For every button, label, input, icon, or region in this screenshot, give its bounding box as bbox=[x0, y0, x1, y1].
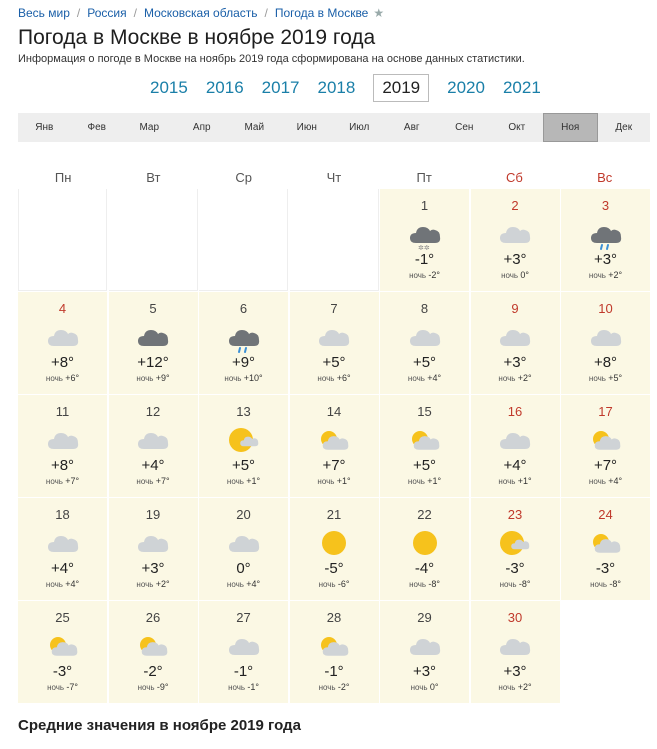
page-title: Погода в Москве в ноябре 2019 года bbox=[18, 26, 376, 49]
day-cell-17[interactable] bbox=[561, 395, 650, 497]
month-tab-6[interactable]: Июн bbox=[296, 122, 317, 133]
night-value: +1° bbox=[336, 476, 351, 486]
night-label: ночь bbox=[409, 271, 427, 280]
breadcrumb-moscow-region[interactable]: Московская область bbox=[143, 6, 258, 20]
night-label: ночь bbox=[318, 683, 336, 692]
month-tab-1[interactable]: Янв bbox=[35, 122, 54, 133]
day-cell-15[interactable] bbox=[380, 395, 469, 497]
day-temperature: -3° bbox=[52, 663, 73, 680]
year-2016[interactable]: 2016 bbox=[205, 78, 244, 97]
night-label: ночь bbox=[45, 580, 63, 589]
cloud-icon bbox=[498, 633, 532, 659]
night-label: ночь bbox=[588, 477, 606, 486]
day-temperature: +4° bbox=[503, 457, 527, 474]
cloud-icon bbox=[408, 633, 442, 659]
night-value: +2° bbox=[155, 579, 170, 589]
night-temperature bbox=[18, 476, 107, 486]
night-temperature bbox=[380, 682, 469, 692]
night-value: +10° bbox=[243, 373, 263, 383]
year-2017[interactable]: 2017 bbox=[261, 78, 300, 97]
day-temperature: +8° bbox=[593, 354, 618, 371]
day-cell-6[interactable] bbox=[199, 292, 288, 394]
night-temperature bbox=[199, 682, 288, 692]
svg-text:✲✲: ✲✲ bbox=[417, 244, 430, 251]
night-label: ночь bbox=[318, 580, 336, 589]
night-value: +9° bbox=[155, 373, 170, 383]
night-temperature bbox=[471, 270, 560, 280]
sun-cloud-big-icon bbox=[227, 427, 261, 453]
breadcrumb-separator: / bbox=[76, 6, 81, 20]
cloud-icon bbox=[589, 324, 623, 350]
month-selector bbox=[18, 113, 650, 142]
day-number: 6 bbox=[239, 301, 248, 316]
day-number: 15 bbox=[417, 404, 432, 419]
night-label: ночь bbox=[409, 580, 427, 589]
night-value: -8° bbox=[609, 579, 621, 589]
month-tab-4[interactable]: Апр bbox=[192, 122, 211, 133]
day-temperature: +5° bbox=[322, 354, 346, 371]
night-temperature bbox=[199, 476, 288, 486]
day-temperature: +3° bbox=[503, 251, 527, 268]
cloud-icon bbox=[498, 324, 532, 350]
night-label: ночь bbox=[226, 580, 244, 589]
day-number: 20 bbox=[236, 507, 251, 522]
day-number: 22 bbox=[417, 507, 432, 522]
day-temperature: -3° bbox=[595, 560, 616, 577]
cloud-rain-icon bbox=[227, 324, 261, 350]
day-cell-26[interactable] bbox=[109, 601, 198, 703]
cloud-snow-icon bbox=[408, 221, 442, 251]
sun-cloud-icon bbox=[317, 633, 351, 659]
day-temperature: 0° bbox=[236, 560, 251, 577]
night-label: ночь bbox=[407, 374, 425, 383]
night-label: ночь bbox=[224, 374, 242, 383]
night-value: +4° bbox=[608, 476, 623, 486]
breadcrumb-russia[interactable]: Россия bbox=[87, 6, 127, 20]
day-temperature: -2° bbox=[143, 663, 163, 680]
day-cell-29[interactable] bbox=[380, 601, 469, 703]
night-temperature bbox=[109, 579, 198, 589]
day-cell-7[interactable] bbox=[290, 292, 379, 394]
year-2020[interactable]: 2020 bbox=[447, 78, 485, 97]
day-temperature: -5° bbox=[324, 560, 344, 577]
night-temperature bbox=[380, 270, 469, 280]
day-cell-20[interactable] bbox=[199, 498, 288, 600]
night-temperature bbox=[471, 476, 560, 486]
month-tab-9[interactable]: Сен bbox=[455, 122, 474, 133]
month-tab-7[interactable]: Июл bbox=[349, 122, 370, 133]
weekday-label: Вс bbox=[597, 170, 613, 185]
day-cell-16[interactable] bbox=[471, 395, 560, 497]
night-label: ночь bbox=[317, 477, 335, 486]
night-value: +6° bbox=[65, 373, 80, 383]
calendar-empty-cell bbox=[290, 189, 379, 291]
day-temperature: +5° bbox=[412, 457, 437, 474]
night-value: -9° bbox=[156, 682, 169, 692]
month-tab-3[interactable]: Мар bbox=[139, 122, 160, 133]
day-cell-30[interactable] bbox=[471, 601, 560, 703]
day-number: 7 bbox=[330, 301, 338, 316]
year-selector bbox=[150, 74, 559, 102]
day-number: 8 bbox=[420, 301, 429, 316]
day-cell-5[interactable] bbox=[109, 292, 198, 394]
night-value: +2° bbox=[608, 270, 623, 280]
night-temperature bbox=[561, 579, 650, 589]
night-value: -8° bbox=[518, 579, 531, 589]
night-temperature bbox=[18, 579, 107, 589]
sun-cloud-icon bbox=[317, 427, 351, 453]
month-tab-11[interactable]: Ноя bbox=[543, 113, 598, 142]
night-value: +6° bbox=[336, 373, 351, 383]
year-2018[interactable]: 2018 bbox=[317, 78, 356, 97]
day-number: 25 bbox=[55, 610, 70, 625]
day-temperature: +3° bbox=[593, 251, 618, 268]
night-label: ночь bbox=[136, 580, 154, 589]
sun-cloud-icon bbox=[46, 633, 80, 659]
sun-icon bbox=[317, 530, 351, 556]
night-value: -6° bbox=[337, 579, 350, 589]
day-temperature: -1° bbox=[324, 663, 344, 680]
night-temperature bbox=[109, 476, 198, 486]
night-value: +2° bbox=[517, 682, 532, 692]
day-number: 12 bbox=[145, 404, 161, 419]
night-temperature bbox=[199, 373, 288, 383]
night-value: +1° bbox=[246, 476, 261, 486]
night-label: ночь bbox=[590, 580, 608, 589]
cloud-icon bbox=[46, 530, 80, 556]
day-number: 1 bbox=[420, 198, 429, 213]
day-cell-12[interactable] bbox=[109, 395, 198, 497]
night-temperature bbox=[471, 579, 560, 589]
day-cell-24[interactable] bbox=[561, 498, 650, 600]
day-cell-23[interactable] bbox=[471, 498, 560, 600]
night-label: ночь bbox=[498, 477, 516, 486]
breadcrumb-world[interactable]: Весь мир bbox=[18, 6, 70, 20]
night-label: ночь bbox=[45, 374, 63, 383]
day-temperature: +7° bbox=[322, 457, 346, 474]
cloud-rain-icon bbox=[589, 221, 623, 247]
cloud-icon bbox=[408, 324, 442, 350]
night-label: ночь bbox=[588, 374, 606, 383]
year-2019[interactable]: 2019 bbox=[373, 74, 429, 102]
sun-icon bbox=[408, 530, 442, 556]
night-label: ночь bbox=[498, 683, 516, 692]
day-temperature: -3° bbox=[505, 560, 525, 577]
night-temperature bbox=[561, 476, 650, 486]
day-number: 30 bbox=[507, 610, 523, 625]
night-value: +1° bbox=[427, 476, 442, 486]
year-2021[interactable]: 2021 bbox=[502, 78, 541, 97]
cloud-icon bbox=[498, 427, 532, 453]
day-cell-25[interactable] bbox=[18, 601, 107, 703]
night-label: ночь bbox=[136, 374, 154, 383]
night-temperature bbox=[380, 373, 469, 383]
day-cell-27[interactable] bbox=[199, 601, 288, 703]
day-cell-21[interactable] bbox=[290, 498, 379, 600]
sun-cloud-big-icon bbox=[498, 530, 532, 556]
night-label: ночь bbox=[410, 683, 428, 692]
day-cell-1[interactable] bbox=[380, 189, 469, 291]
day-cell-11[interactable] bbox=[18, 395, 107, 497]
night-label: ночь bbox=[136, 477, 154, 486]
day-number: 18 bbox=[55, 507, 70, 522]
night-value: +1° bbox=[517, 476, 532, 486]
night-temperature bbox=[290, 373, 379, 383]
night-value: -2° bbox=[428, 270, 440, 280]
sun-cloud-icon bbox=[589, 427, 623, 453]
sun-cloud-icon bbox=[589, 530, 623, 556]
night-label: ночь bbox=[498, 374, 516, 383]
day-number: 4 bbox=[58, 301, 67, 316]
night-value: +2° bbox=[517, 373, 532, 383]
weekday-label: Ср bbox=[235, 170, 252, 185]
day-temperature: +3° bbox=[503, 663, 527, 680]
dark-cloud-icon bbox=[136, 324, 170, 350]
night-temperature bbox=[109, 373, 198, 383]
night-temperature bbox=[471, 682, 560, 692]
night-value: -7° bbox=[66, 682, 78, 692]
weekday-label: Вт bbox=[146, 170, 161, 185]
night-value: +7° bbox=[65, 476, 80, 486]
day-cell-14[interactable] bbox=[290, 395, 379, 497]
day-number: 23 bbox=[507, 507, 523, 522]
day-cell-19[interactable] bbox=[109, 498, 198, 600]
day-cell-10[interactable] bbox=[561, 292, 650, 394]
year-2015[interactable]: 2015 bbox=[150, 78, 188, 97]
night-label: ночь bbox=[317, 374, 335, 383]
favorite-star-icon[interactable]: ★ bbox=[373, 6, 385, 20]
month-tab-2[interactable]: Фев bbox=[87, 122, 106, 133]
day-number: 9 bbox=[511, 301, 519, 316]
day-number: 21 bbox=[326, 507, 342, 522]
night-temperature bbox=[290, 579, 379, 589]
night-value: 0° bbox=[429, 682, 439, 692]
night-label: ночь bbox=[47, 683, 65, 692]
day-number: 19 bbox=[145, 507, 161, 522]
day-number: 28 bbox=[326, 610, 342, 625]
night-label: ночь bbox=[501, 271, 519, 280]
day-temperature: +7° bbox=[593, 457, 618, 474]
day-temperature: +3° bbox=[141, 560, 165, 577]
cloud-icon bbox=[46, 324, 80, 350]
night-label: ночь bbox=[407, 477, 425, 486]
day-number: 26 bbox=[145, 610, 161, 625]
night-label: ночь bbox=[45, 477, 63, 486]
day-number: 27 bbox=[236, 610, 251, 625]
day-number: 2 bbox=[511, 198, 519, 213]
night-temperature bbox=[561, 270, 650, 280]
night-label: ночь bbox=[588, 271, 606, 280]
day-cell-8[interactable] bbox=[380, 292, 469, 394]
night-label: ночь bbox=[137, 683, 155, 692]
day-temperature: -1° bbox=[414, 251, 435, 268]
sun-cloud-icon bbox=[408, 427, 442, 453]
day-number: 3 bbox=[601, 198, 610, 213]
sun-cloud-icon bbox=[136, 633, 170, 659]
day-number: 11 bbox=[55, 404, 70, 419]
cloud-icon bbox=[136, 530, 170, 556]
breadcrumb-separator: / bbox=[133, 6, 137, 20]
night-temperature bbox=[290, 476, 379, 486]
night-temperature bbox=[199, 579, 288, 589]
weekday-label: Пн bbox=[54, 170, 72, 185]
night-label: ночь bbox=[226, 477, 244, 486]
night-temperature bbox=[290, 682, 379, 692]
page-subtitle: Информация о погоде в Москве на ноябрь 2019 года сформирована на основе данных статистики. bbox=[18, 53, 525, 65]
day-cell-18[interactable] bbox=[18, 498, 107, 600]
calendar-empty-cell bbox=[18, 189, 107, 291]
month-tab-12[interactable]: Дек bbox=[615, 122, 633, 133]
breadcrumb bbox=[18, 6, 384, 20]
day-number: 29 bbox=[417, 610, 432, 625]
night-value: +5° bbox=[608, 373, 623, 383]
day-number: 17 bbox=[598, 404, 613, 419]
day-cell-28[interactable] bbox=[290, 601, 379, 703]
day-number: 13 bbox=[236, 404, 251, 419]
night-label: ночь bbox=[499, 580, 517, 589]
weekday-label: Пт bbox=[416, 170, 432, 185]
weekday-label: Сб bbox=[506, 170, 523, 185]
night-value: -1° bbox=[247, 682, 259, 692]
cloud-icon bbox=[227, 633, 261, 659]
night-value: +4° bbox=[65, 579, 80, 589]
night-temperature bbox=[471, 373, 560, 383]
day-temperature: +9° bbox=[231, 354, 256, 371]
day-cell-2[interactable] bbox=[471, 189, 560, 291]
day-number: 14 bbox=[326, 404, 342, 419]
day-temperature: +5° bbox=[231, 457, 256, 474]
day-temperature: +8° bbox=[50, 354, 75, 371]
day-temperature: +3° bbox=[412, 663, 437, 680]
day-cell-3[interactable] bbox=[561, 189, 650, 291]
month-tab-10[interactable]: Окт bbox=[508, 122, 526, 133]
month-tab-5[interactable]: Май bbox=[244, 122, 265, 133]
night-label: ночь bbox=[228, 683, 246, 692]
night-value: 0° bbox=[520, 270, 529, 280]
day-temperature: +3° bbox=[503, 354, 527, 371]
night-value: -8° bbox=[428, 579, 440, 589]
night-value: -2° bbox=[337, 682, 350, 692]
day-cell-4[interactable] bbox=[18, 292, 107, 394]
weather-calendar bbox=[18, 189, 650, 703]
weekday-label: Чт bbox=[326, 170, 342, 185]
day-temperature: +8° bbox=[50, 457, 75, 474]
calendar-empty-cell bbox=[199, 189, 288, 291]
cloud-icon bbox=[46, 427, 80, 453]
night-temperature bbox=[380, 579, 469, 589]
cloud-icon bbox=[227, 530, 261, 556]
breadcrumb-separator: / bbox=[264, 6, 268, 20]
day-number: 10 bbox=[598, 301, 613, 316]
day-number: 16 bbox=[507, 404, 523, 419]
night-value: +4° bbox=[427, 373, 442, 383]
day-temperature: +12° bbox=[137, 354, 169, 371]
day-temperature: +4° bbox=[141, 457, 165, 474]
day-cell-22[interactable] bbox=[380, 498, 469, 600]
day-temperature: +5° bbox=[412, 354, 437, 371]
cloud-icon bbox=[317, 324, 351, 350]
day-cell-9[interactable] bbox=[471, 292, 560, 394]
breadcrumb-moscow-weather[interactable]: Погода в Москве bbox=[274, 6, 369, 20]
weekday-header bbox=[18, 170, 650, 185]
night-value: +4° bbox=[246, 579, 261, 589]
night-temperature bbox=[561, 373, 650, 383]
day-temperature: -1° bbox=[233, 663, 254, 680]
cloud-icon bbox=[498, 221, 532, 247]
averages-title: Средние значения в ноябре 2019 года bbox=[18, 717, 301, 734]
cloud-icon bbox=[136, 427, 170, 453]
day-temperature: -4° bbox=[414, 560, 435, 577]
night-temperature bbox=[380, 476, 469, 486]
day-number: 24 bbox=[598, 507, 613, 522]
night-temperature bbox=[18, 682, 107, 692]
night-temperature bbox=[109, 682, 198, 692]
month-tab-8[interactable]: Авг bbox=[403, 122, 420, 133]
calendar-empty-cell bbox=[109, 189, 198, 291]
night-value: +7° bbox=[155, 476, 170, 486]
night-temperature bbox=[18, 373, 107, 383]
day-cell-13[interactable] bbox=[199, 395, 288, 497]
day-number: 5 bbox=[149, 301, 157, 316]
day-temperature: +4° bbox=[50, 560, 75, 577]
